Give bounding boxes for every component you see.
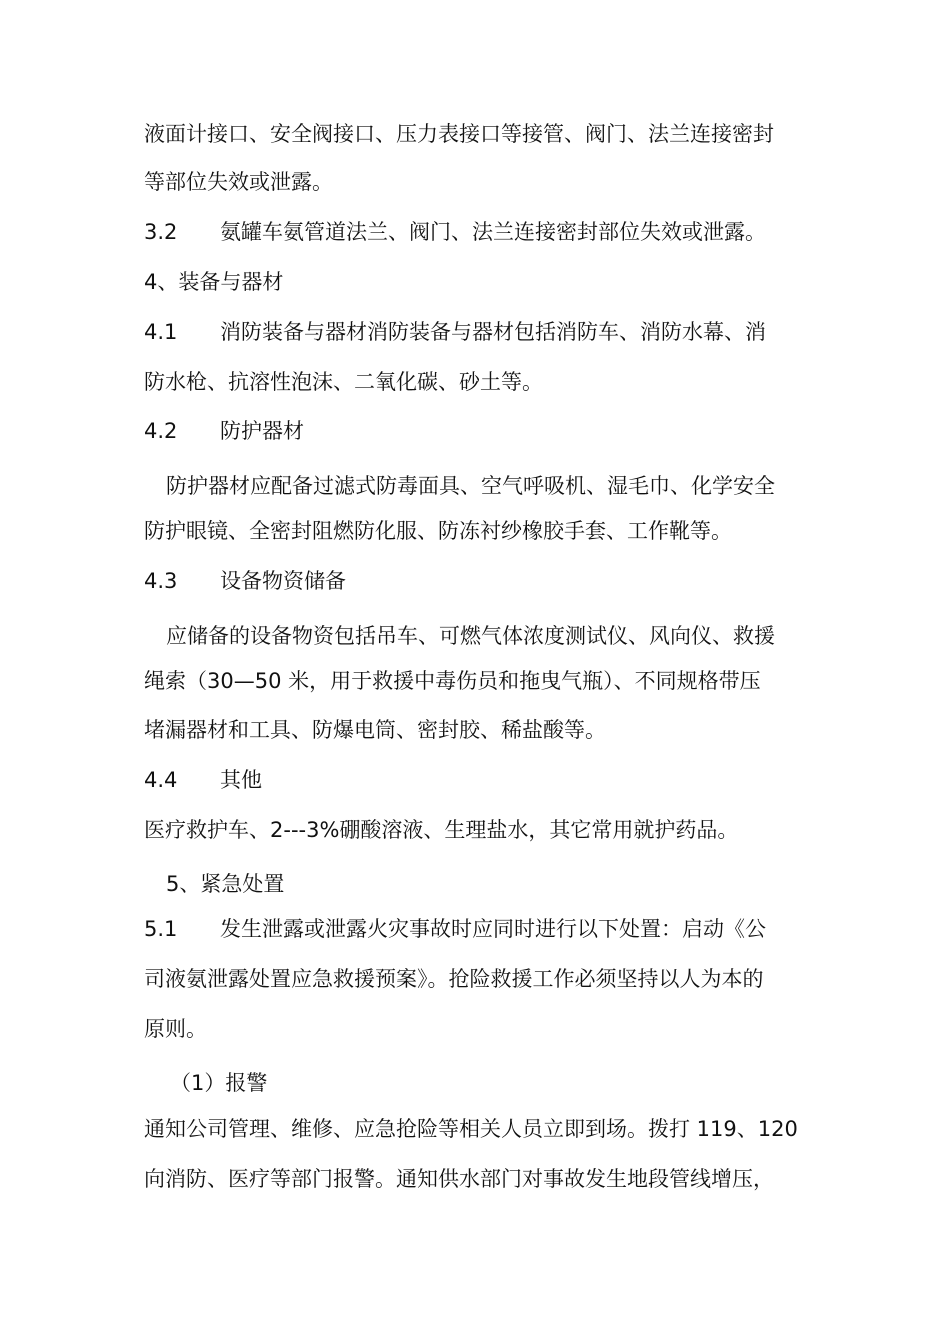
section-4-4: 4.4 其他 bbox=[144, 768, 262, 792]
section-5-1: 5.1 发生泄露或泄露火灾事故时应同时进行以下处置：启动《公 bbox=[144, 917, 766, 941]
text-line: 防护器材应配备过滤式防毒面具、空气呼吸机、湿毛巾、化学安全 bbox=[166, 474, 775, 498]
section-4-2: 4.2 防护器材 bbox=[144, 419, 304, 443]
subheading-alarm: （1）报警 bbox=[170, 1071, 268, 1095]
section-number: 5.1 bbox=[144, 917, 178, 941]
section-heading-5: 5、紧急处置 bbox=[166, 872, 285, 896]
text-line: 司液氨泄露处置应急救援预案》。抢险救援工作必须坚持以人为本的 bbox=[144, 967, 764, 991]
section-number: 3.2 bbox=[144, 220, 178, 244]
text-line: 防护眼镜、全密封阻燃防化服、防冻衬纱橡胶手套、工作靴等。 bbox=[144, 519, 732, 543]
text-line: 绳索（30—50 米，用于救援中毒伤员和拖曳气瓶）、不同规格带压 bbox=[144, 669, 761, 693]
section-number: 4.1 bbox=[144, 320, 178, 344]
section-3-2: 3.2 氨罐车氨管道法兰、阀门、法兰连接密封部位失效或泄露。 bbox=[144, 220, 766, 244]
text-line: 防水枪、抗溶性泡沫、二氧化碳、砂土等。 bbox=[144, 370, 543, 394]
section-4-3: 4.3 设备物资储备 bbox=[144, 569, 346, 593]
text-line: 堵漏器材和工具、防爆电筒、密封胶、稀盐酸等。 bbox=[144, 718, 606, 742]
text-line: 等部位失效或泄露。 bbox=[144, 170, 333, 194]
section-number: 4.4 bbox=[144, 768, 178, 792]
section-heading-4: 4、装备与器材 bbox=[144, 270, 284, 294]
text-line: 通知公司管理、维修、应急抢险等相关人员立即到场。拨打 119、120 bbox=[144, 1117, 798, 1141]
text-line: 液面计接口、安全阀接口、压力表接口等接管、阀门、法兰连接密封 bbox=[144, 122, 774, 146]
section-4-1: 4.1 消防装备与器材消防装备与器材包括消防车、消防水幕、消 bbox=[144, 320, 766, 344]
section-number: 4.3 bbox=[144, 569, 178, 593]
section-number: 4.2 bbox=[144, 419, 178, 443]
text-line: 应储备的设备物资包括吊车、可燃气体浓度测试仪、风向仪、救援 bbox=[166, 624, 775, 648]
text-line: 医疗救护车、2---3%硼酸溶液、生理盐水，其它常用就护药品。 bbox=[144, 818, 739, 842]
text-line: 原则。 bbox=[144, 1017, 207, 1041]
text-line: 向消防、医疗等部门报警。通知供水部门对事故发生地段管线增压， bbox=[144, 1167, 774, 1191]
